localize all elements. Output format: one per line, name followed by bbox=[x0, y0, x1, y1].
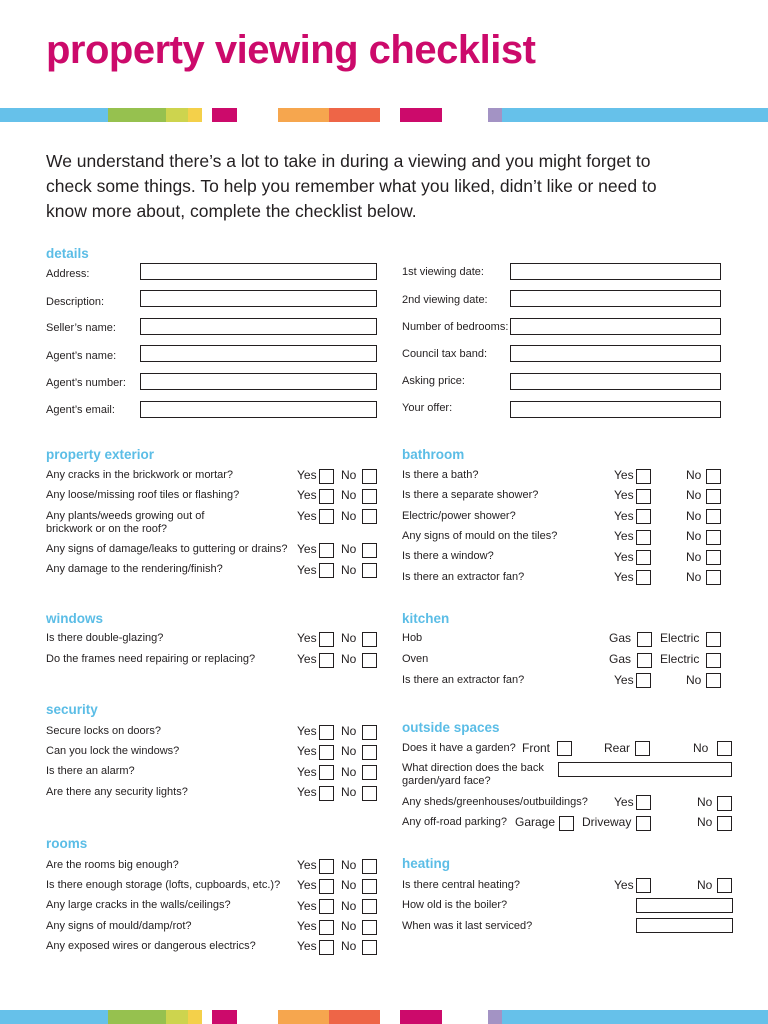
no-label: No bbox=[341, 858, 357, 872]
no-checkbox[interactable] bbox=[362, 899, 377, 914]
no-label: No bbox=[697, 815, 713, 829]
security-item: Is there an alarm? bbox=[46, 765, 135, 777]
no-label: No bbox=[686, 529, 702, 543]
electric-label: Electric bbox=[660, 652, 700, 666]
yes-label: Yes bbox=[297, 724, 317, 738]
no-label: No bbox=[341, 631, 357, 645]
no-checkbox[interactable] bbox=[362, 563, 377, 578]
yes-label: Yes bbox=[297, 509, 317, 523]
no-label: No bbox=[341, 878, 357, 892]
no-label: No bbox=[341, 468, 357, 482]
outside-heading: outside spaces bbox=[402, 720, 500, 735]
gas-checkbox[interactable] bbox=[637, 653, 652, 668]
page-title: property viewing checklist bbox=[46, 28, 536, 72]
yes-label: Yes bbox=[614, 570, 634, 584]
address-field[interactable] bbox=[140, 263, 377, 280]
yes-checkbox[interactable] bbox=[636, 489, 651, 504]
description-field[interactable] bbox=[140, 290, 377, 307]
no-label: No bbox=[341, 939, 357, 953]
yes-label: Yes bbox=[614, 529, 634, 543]
address-label: Address: bbox=[46, 268, 90, 280]
yes-checkbox[interactable] bbox=[319, 563, 334, 578]
bathroom-item: Is there a separate shower? bbox=[402, 489, 539, 501]
yes-label: Yes bbox=[614, 509, 634, 523]
seller-name-field[interactable] bbox=[140, 318, 377, 335]
yes-label: Yes bbox=[297, 468, 317, 482]
yes-label: Yes bbox=[297, 488, 317, 502]
kitchen-heading: kitchen bbox=[402, 611, 450, 626]
no-checkbox[interactable] bbox=[362, 543, 377, 558]
security-item: Can you lock the windows? bbox=[46, 745, 180, 757]
bathroom-item: Electric/power shower? bbox=[402, 510, 516, 522]
no-label: No bbox=[341, 765, 357, 779]
no-checkbox[interactable] bbox=[717, 741, 732, 756]
rear-label: Rear bbox=[604, 741, 631, 755]
no-label: No bbox=[341, 488, 357, 502]
no-checkbox[interactable] bbox=[362, 879, 377, 894]
driveway-label: Driveway bbox=[582, 815, 632, 829]
yes-label: Yes bbox=[614, 795, 634, 809]
bottom-color-stripe bbox=[0, 1010, 768, 1024]
yes-checkbox[interactable] bbox=[636, 673, 651, 688]
exterior-heading: property exterior bbox=[46, 447, 155, 462]
no-label: No bbox=[341, 919, 357, 933]
outside-item: Any off-road parking? bbox=[402, 816, 507, 828]
yes-label: Yes bbox=[614, 878, 634, 892]
outside-item-continued: garden/yard face? bbox=[402, 775, 491, 787]
first-viewing-date-label: 1st viewing date: bbox=[402, 266, 484, 278]
no-checkbox[interactable] bbox=[717, 816, 732, 831]
rooms-item: Any large cracks in the walls/ceilings? bbox=[46, 899, 231, 911]
windows-item: Do the frames need repairing or replacing? bbox=[46, 653, 256, 665]
yes-checkbox[interactable] bbox=[319, 469, 334, 484]
no-checkbox[interactable] bbox=[362, 632, 377, 647]
kitchen-item-hob: Hob bbox=[402, 632, 423, 644]
no-checkbox[interactable] bbox=[362, 489, 377, 504]
bathroom-heading: bathroom bbox=[402, 447, 465, 462]
yes-label: Yes bbox=[297, 785, 317, 799]
rear-checkbox[interactable] bbox=[635, 741, 650, 756]
no-label: No bbox=[686, 468, 702, 482]
second-viewing-date-label: 2nd viewing date: bbox=[402, 294, 488, 306]
rooms-item: Are the rooms big enough? bbox=[46, 859, 179, 871]
your-offer-field[interactable] bbox=[510, 401, 721, 418]
no-label: No bbox=[341, 542, 357, 556]
no-checkbox[interactable] bbox=[706, 530, 721, 545]
yes-checkbox[interactable] bbox=[636, 530, 651, 545]
garage-checkbox[interactable] bbox=[559, 816, 574, 831]
windows-item: Is there double-glazing? bbox=[46, 632, 164, 644]
electric-checkbox[interactable] bbox=[706, 632, 721, 647]
heating-item: When was it last serviced? bbox=[402, 920, 533, 932]
your-offer-label: Your offer: bbox=[402, 402, 453, 414]
no-checkbox[interactable] bbox=[362, 786, 377, 801]
no-checkbox[interactable] bbox=[362, 725, 377, 740]
rooms-heading: rooms bbox=[46, 836, 88, 851]
front-label: Front bbox=[522, 741, 551, 755]
first-viewing-date-field[interactable] bbox=[510, 263, 721, 280]
details-heading: details bbox=[46, 246, 89, 261]
yes-checkbox[interactable] bbox=[319, 859, 334, 874]
bathroom-item: Is there a window? bbox=[402, 550, 494, 562]
garden-direction-field[interactable] bbox=[558, 762, 732, 777]
yes-checkbox[interactable] bbox=[636, 570, 651, 585]
yes-label: Yes bbox=[614, 468, 634, 482]
yes-label: Yes bbox=[297, 652, 317, 666]
yes-checkbox[interactable] bbox=[319, 899, 334, 914]
heating-heading: heating bbox=[402, 856, 451, 871]
no-label: No bbox=[686, 488, 702, 502]
yes-label: Yes bbox=[297, 765, 317, 779]
yes-label: Yes bbox=[297, 858, 317, 872]
no-checkbox[interactable] bbox=[717, 796, 732, 811]
agent-number-field[interactable] bbox=[140, 373, 377, 390]
no-label: No bbox=[341, 509, 357, 523]
no-checkbox[interactable] bbox=[717, 878, 732, 893]
yes-checkbox[interactable] bbox=[319, 765, 334, 780]
yes-checkbox[interactable] bbox=[636, 878, 651, 893]
yes-checkbox[interactable] bbox=[636, 469, 651, 484]
yes-label: Yes bbox=[297, 744, 317, 758]
rooms-item: Any signs of mould/damp/rot? bbox=[46, 920, 192, 932]
exterior-item-continued: brickwork or on the roof? bbox=[46, 523, 168, 535]
kitchen-item-oven: Oven bbox=[402, 653, 429, 665]
no-checkbox[interactable] bbox=[706, 469, 721, 484]
agent-name-label: Agent’s name: bbox=[46, 350, 117, 362]
exterior-item: Any cracks in the brickwork or mortar? bbox=[46, 469, 234, 481]
no-label: No bbox=[686, 570, 702, 584]
no-label: No bbox=[341, 652, 357, 666]
yes-checkbox[interactable] bbox=[636, 795, 651, 810]
top-color-stripe bbox=[0, 108, 768, 122]
yes-label: Yes bbox=[297, 563, 317, 577]
heating-item: How old is the boiler? bbox=[402, 899, 508, 911]
no-checkbox[interactable] bbox=[362, 745, 377, 760]
agent-email-label: Agent’s email: bbox=[46, 404, 115, 416]
yes-checkbox[interactable] bbox=[319, 725, 334, 740]
bedrooms-field[interactable] bbox=[510, 318, 721, 335]
kitchen-item: Is there an extractor fan? bbox=[402, 674, 525, 686]
security-item: Are there any security lights? bbox=[46, 786, 188, 798]
no-checkbox[interactable] bbox=[706, 489, 721, 504]
yes-label: Yes bbox=[297, 878, 317, 892]
yes-label: Yes bbox=[297, 919, 317, 933]
no-label: No bbox=[686, 509, 702, 523]
yes-checkbox[interactable] bbox=[319, 786, 334, 801]
rooms-item: Is there enough storage (lofts, cupboards, etc.)? bbox=[46, 879, 281, 891]
yes-checkbox[interactable] bbox=[319, 632, 334, 647]
exterior-item: Any loose/missing roof tiles or flashing? bbox=[46, 489, 240, 501]
yes-checkbox[interactable] bbox=[319, 940, 334, 955]
electric-label: Electric bbox=[660, 631, 700, 645]
yes-checkbox[interactable] bbox=[319, 543, 334, 558]
no-checkbox[interactable] bbox=[706, 550, 721, 565]
no-checkbox[interactable] bbox=[706, 570, 721, 585]
no-label: No bbox=[341, 744, 357, 758]
yes-label: Yes bbox=[297, 899, 317, 913]
security-item: Secure locks on doors? bbox=[46, 725, 161, 737]
outside-item: Any sheds/greenhouses/outbuildings? bbox=[402, 796, 588, 808]
yes-checkbox[interactable] bbox=[319, 745, 334, 760]
yes-label: Yes bbox=[614, 673, 634, 687]
boiler-age-field[interactable] bbox=[636, 898, 733, 913]
no-label: No bbox=[686, 550, 702, 564]
no-checkbox[interactable] bbox=[362, 653, 377, 668]
bathroom-item: Is there a bath? bbox=[402, 469, 479, 481]
council-tax-label: Council tax band: bbox=[402, 348, 487, 360]
asking-price-label: Asking price: bbox=[402, 375, 465, 387]
no-checkbox[interactable] bbox=[362, 920, 377, 935]
seller-name-label: Seller’s name: bbox=[46, 322, 116, 334]
no-checkbox[interactable] bbox=[706, 673, 721, 688]
asking-price-field[interactable] bbox=[510, 373, 721, 390]
yes-label: Yes bbox=[297, 542, 317, 556]
outside-item: Does it have a garden? bbox=[402, 742, 516, 754]
no-label: No bbox=[697, 878, 713, 892]
security-heading: security bbox=[46, 702, 98, 717]
no-label: No bbox=[686, 673, 702, 687]
yes-checkbox[interactable] bbox=[319, 509, 334, 524]
outside-item: What direction does the back bbox=[402, 762, 544, 774]
bathroom-item: Is there an extractor fan? bbox=[402, 571, 525, 583]
gas-checkbox[interactable] bbox=[637, 632, 652, 647]
windows-heading: windows bbox=[46, 611, 103, 626]
heating-item: Is there central heating? bbox=[402, 879, 521, 891]
exterior-item: Any signs of damage/leaks to guttering or drains? bbox=[46, 543, 288, 555]
yes-label: Yes bbox=[614, 488, 634, 502]
last-serviced-field[interactable] bbox=[636, 918, 733, 933]
driveway-checkbox[interactable] bbox=[636, 816, 651, 831]
no-label: No bbox=[693, 741, 709, 755]
yes-label: Yes bbox=[614, 550, 634, 564]
agent-email-field[interactable] bbox=[140, 401, 377, 418]
exterior-item: Any plants/weeds growing out of bbox=[46, 510, 205, 522]
yes-checkbox[interactable] bbox=[319, 489, 334, 504]
intro-paragraph: We understand there’s a lot to take in during a viewing and you might forget to check some things. To help you remember what you liked, didn’t like or need to know more about, complete the checklist below. bbox=[46, 151, 657, 221]
yes-label: Yes bbox=[297, 631, 317, 645]
description-label: Description: bbox=[46, 296, 105, 308]
front-checkbox[interactable] bbox=[557, 741, 572, 756]
no-checkbox[interactable] bbox=[362, 940, 377, 955]
no-label: No bbox=[341, 899, 357, 913]
agent-number-label: Agent’s number: bbox=[46, 377, 126, 389]
no-checkbox[interactable] bbox=[362, 469, 377, 484]
no-label: No bbox=[341, 724, 357, 738]
yes-label: Yes bbox=[297, 939, 317, 953]
agent-name-field[interactable] bbox=[140, 345, 377, 362]
no-checkbox[interactable] bbox=[362, 859, 377, 874]
rooms-item: Any exposed wires or dangerous electrics? bbox=[46, 940, 256, 952]
bathroom-item: Any signs of mould on the tiles? bbox=[402, 530, 558, 542]
gas-label: Gas bbox=[609, 652, 632, 666]
no-label: No bbox=[341, 563, 357, 577]
bedrooms-label: Number of bedrooms: bbox=[402, 321, 509, 333]
garage-label: Garage bbox=[515, 815, 556, 829]
no-label: No bbox=[341, 785, 357, 799]
gas-label: Gas bbox=[609, 631, 632, 645]
electric-checkbox[interactable] bbox=[706, 653, 721, 668]
no-checkbox[interactable] bbox=[362, 765, 377, 780]
council-tax-field[interactable] bbox=[510, 345, 721, 362]
second-viewing-date-field[interactable] bbox=[510, 290, 721, 307]
yes-checkbox[interactable] bbox=[636, 550, 651, 565]
exterior-item: Any damage to the rendering/finish? bbox=[46, 563, 223, 575]
no-label: No bbox=[697, 795, 713, 809]
no-checkbox[interactable] bbox=[706, 509, 721, 524]
yes-checkbox[interactable] bbox=[319, 879, 334, 894]
yes-checkbox[interactable] bbox=[319, 653, 334, 668]
yes-checkbox[interactable] bbox=[636, 509, 651, 524]
no-checkbox[interactable] bbox=[362, 509, 377, 524]
yes-checkbox[interactable] bbox=[319, 920, 334, 935]
